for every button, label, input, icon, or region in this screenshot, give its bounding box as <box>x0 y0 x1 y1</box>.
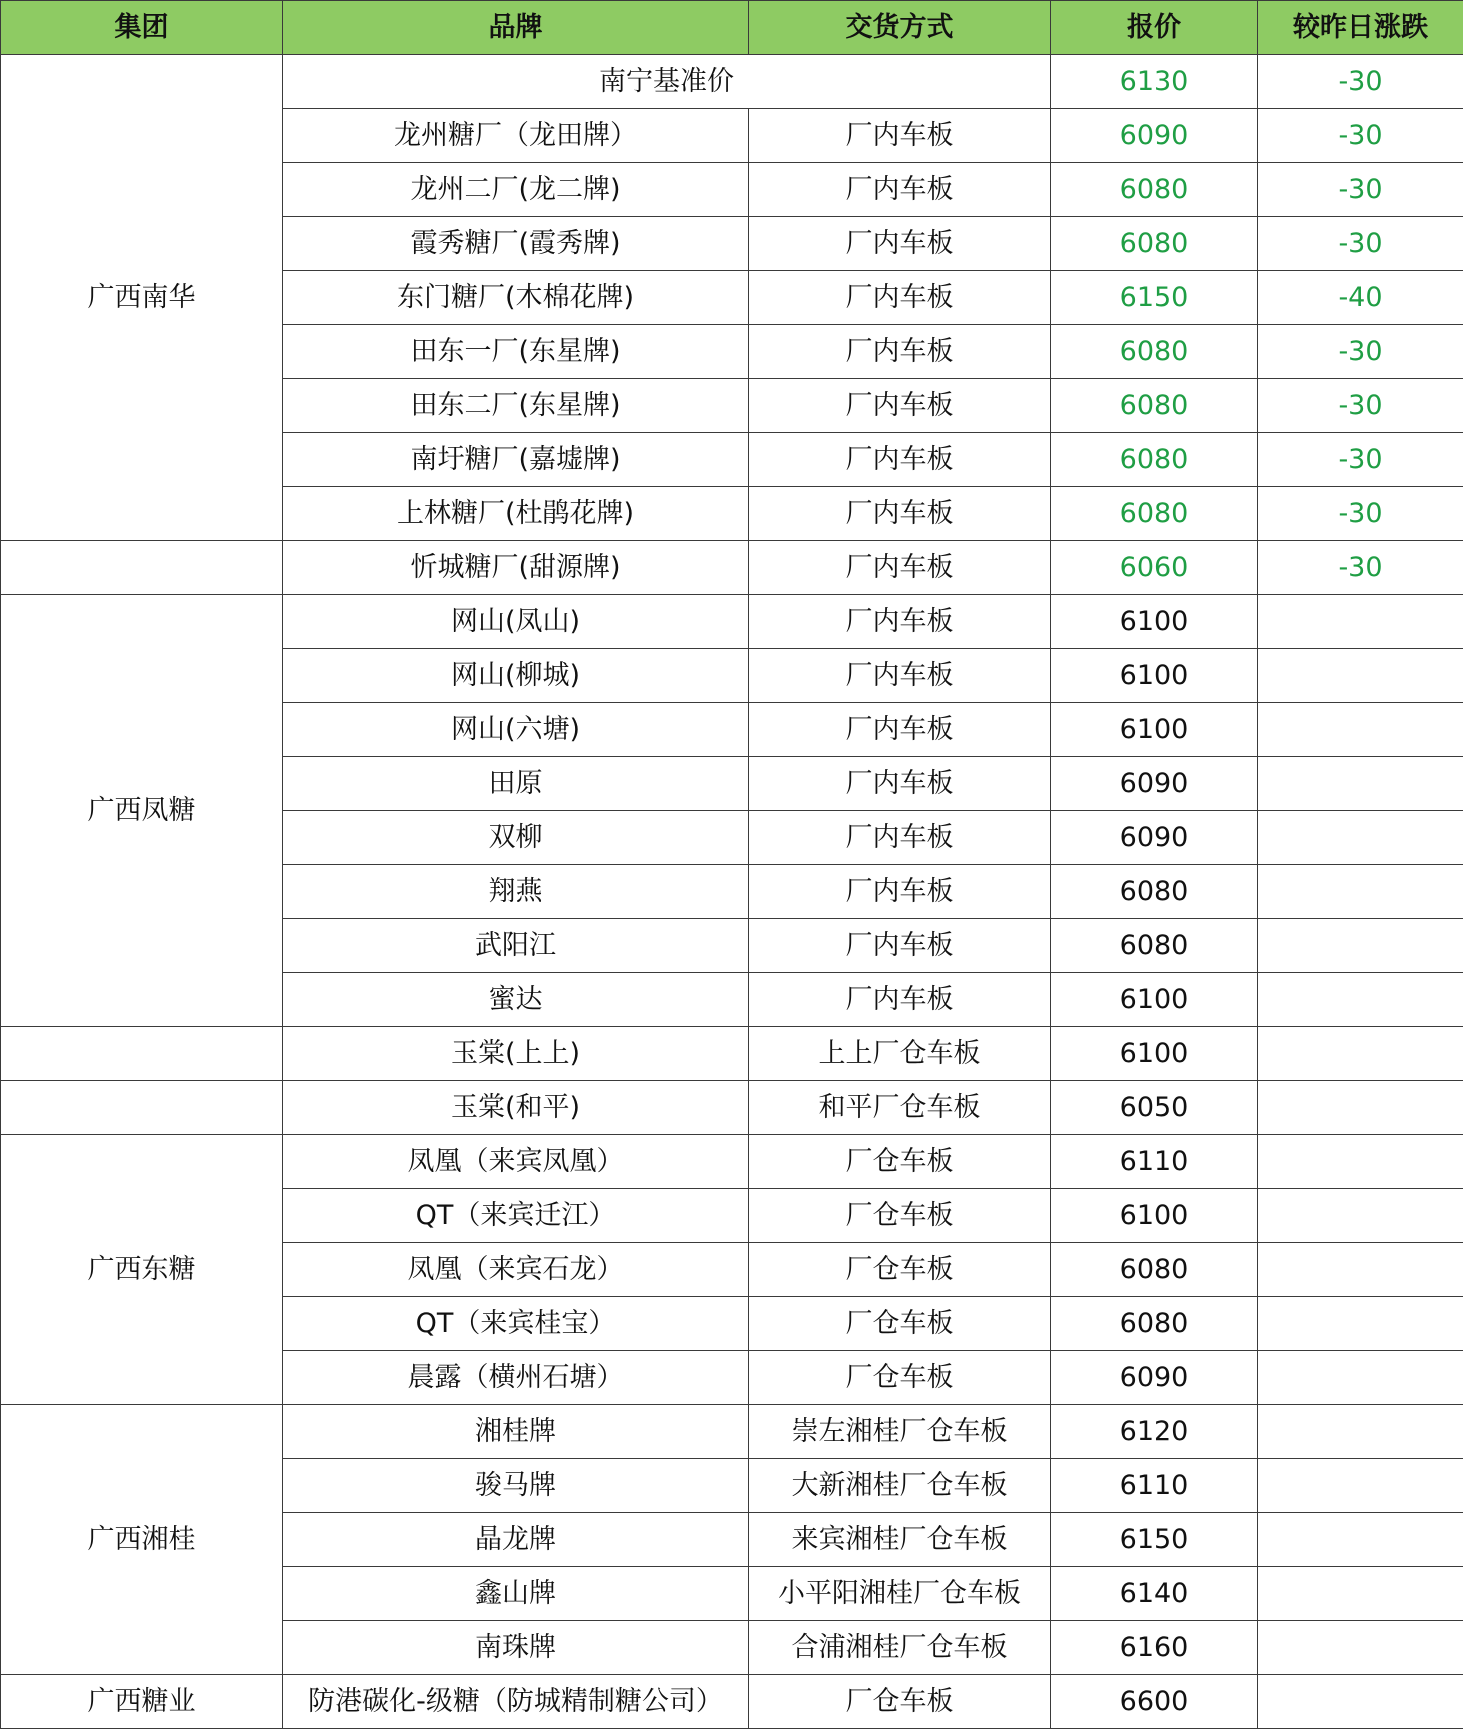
table-body <box>1 55 1463 1729</box>
brand-cell: 网山(凤山) <box>283 595 749 649</box>
group-cell <box>1 1081 283 1135</box>
delivery-cell: 厂内车板 <box>749 487 1051 541</box>
brand-cell: 湘桂牌 <box>283 1405 749 1459</box>
delivery-cell: 厂仓车板 <box>749 1243 1051 1297</box>
brand-cell: 南珠牌 <box>283 1621 749 1675</box>
brand-cell: 南圩糖厂(嘉墟牌) <box>283 433 749 487</box>
brand-cell: 网山(柳城) <box>283 649 749 703</box>
header-brand: 品牌 <box>283 1 749 55</box>
brand-cell: 网山(六塘) <box>283 703 749 757</box>
delivery-cell: 厂内车板 <box>749 379 1051 433</box>
brand-cell: 骏马牌 <box>283 1459 749 1513</box>
brand-cell: 翔燕 <box>283 865 749 919</box>
delivery-cell: 厂内车板 <box>749 919 1051 973</box>
change-cell: -40 <box>1258 271 1463 325</box>
change-cell: -30 <box>1258 325 1463 379</box>
change-cell <box>1258 757 1463 811</box>
brand-cell: QT（来宾迁江） <box>283 1189 749 1243</box>
change-cell <box>1258 1621 1463 1675</box>
group-cell <box>1 1027 283 1081</box>
price-cell: 6110 <box>1051 1135 1258 1189</box>
change-cell <box>1258 973 1463 1027</box>
change-cell <box>1258 1243 1463 1297</box>
delivery-cell: 厂内车板 <box>749 595 1051 649</box>
delivery-cell: 崇左湘桂厂仓车板 <box>749 1405 1051 1459</box>
delivery-cell: 厂内车板 <box>749 271 1051 325</box>
delivery-cell: 厂仓车板 <box>749 1351 1051 1405</box>
price-cell: 6050 <box>1051 1081 1258 1135</box>
brand-cell: 武阳江 <box>283 919 749 973</box>
delivery-cell: 和平厂仓车板 <box>749 1081 1051 1135</box>
change-cell <box>1258 1351 1463 1405</box>
delivery-cell: 厂内车板 <box>749 325 1051 379</box>
brand-cell: 南宁基准价 <box>283 55 1051 109</box>
price-cell: 6080 <box>1051 865 1258 919</box>
price-cell: 6060 <box>1051 541 1258 595</box>
brand-cell: 凤凰（来宾凤凰） <box>283 1135 749 1189</box>
table-row <box>1 1135 1463 1189</box>
change-cell: -30 <box>1258 55 1463 109</box>
price-cell: 6090 <box>1051 1351 1258 1405</box>
delivery-cell: 厂仓车板 <box>749 1675 1051 1729</box>
delivery-cell: 厂仓车板 <box>749 1135 1051 1189</box>
price-cell: 6150 <box>1051 1513 1258 1567</box>
price-cell: 6100 <box>1051 1189 1258 1243</box>
delivery-cell: 厂内车板 <box>749 865 1051 919</box>
change-cell <box>1258 811 1463 865</box>
price-cell: 6080 <box>1051 325 1258 379</box>
price-cell: 6100 <box>1051 649 1258 703</box>
brand-cell: 鑫山牌 <box>283 1567 749 1621</box>
brand-cell: 忻城糖厂(甜源牌) <box>283 541 749 595</box>
brand-cell: 防港碳化-级糖（防城精制糖公司） <box>283 1675 749 1729</box>
header-change: 较昨日涨跌 <box>1258 1 1463 55</box>
delivery-cell: 厂内车板 <box>749 433 1051 487</box>
price-cell: 6080 <box>1051 919 1258 973</box>
price-cell: 6130 <box>1051 55 1258 109</box>
change-cell: -30 <box>1258 379 1463 433</box>
change-cell <box>1258 1675 1463 1729</box>
brand-cell: 霞秀糖厂(霞秀牌) <box>283 217 749 271</box>
brand-cell: 上林糖厂(杜鹃花牌) <box>283 487 749 541</box>
brand-cell: 田东二厂(东星牌) <box>283 379 749 433</box>
header-row <box>1 1 1463 55</box>
change-cell <box>1258 1081 1463 1135</box>
change-cell <box>1258 1513 1463 1567</box>
change-cell <box>1258 1135 1463 1189</box>
table-row <box>1 55 1463 109</box>
price-cell: 6080 <box>1051 1297 1258 1351</box>
delivery-cell: 厂内车板 <box>749 757 1051 811</box>
change-cell: -30 <box>1258 487 1463 541</box>
price-cell: 6110 <box>1051 1459 1258 1513</box>
table-row <box>1 1405 1463 1459</box>
change-cell <box>1258 1297 1463 1351</box>
price-cell: 6090 <box>1051 109 1258 163</box>
price-cell: 6100 <box>1051 973 1258 1027</box>
delivery-cell: 上上厂仓车板 <box>749 1027 1051 1081</box>
delivery-cell: 厂内车板 <box>749 649 1051 703</box>
delivery-cell: 来宾湘桂厂仓车板 <box>749 1513 1051 1567</box>
change-cell: -30 <box>1258 217 1463 271</box>
change-cell <box>1258 1459 1463 1513</box>
change-cell <box>1258 1189 1463 1243</box>
brand-cell: 蜜达 <box>283 973 749 1027</box>
table-row <box>1 541 1463 595</box>
change-cell <box>1258 1567 1463 1621</box>
delivery-cell: 厂仓车板 <box>749 1297 1051 1351</box>
change-cell <box>1258 649 1463 703</box>
header-group: 集团 <box>1 1 283 55</box>
price-cell: 6080 <box>1051 379 1258 433</box>
delivery-cell: 厂内车板 <box>749 217 1051 271</box>
price-cell: 6100 <box>1051 595 1258 649</box>
change-cell <box>1258 703 1463 757</box>
delivery-cell: 厂内车板 <box>749 811 1051 865</box>
price-cell: 6080 <box>1051 487 1258 541</box>
table-row <box>1 1027 1463 1081</box>
change-cell: -30 <box>1258 109 1463 163</box>
price-cell: 6100 <box>1051 1027 1258 1081</box>
brand-cell: 玉棠(上上) <box>283 1027 749 1081</box>
price-cell: 6090 <box>1051 811 1258 865</box>
price-cell: 6080 <box>1051 217 1258 271</box>
table-row <box>1 1675 1463 1729</box>
price-cell: 6120 <box>1051 1405 1258 1459</box>
price-cell: 6140 <box>1051 1567 1258 1621</box>
group-cell: 广西凤糖 <box>1 595 283 1027</box>
brand-cell: 玉棠(和平) <box>283 1081 749 1135</box>
delivery-cell: 大新湘桂厂仓车板 <box>749 1459 1051 1513</box>
brand-cell: 龙州糖厂（龙田牌） <box>283 109 749 163</box>
brand-cell: 凤凰（来宾石龙） <box>283 1243 749 1297</box>
change-cell: -30 <box>1258 541 1463 595</box>
change-cell <box>1258 1405 1463 1459</box>
brand-cell: 晨露（横州石塘） <box>283 1351 749 1405</box>
group-cell: 广西糖业 <box>1 1675 283 1729</box>
delivery-cell: 厂内车板 <box>749 703 1051 757</box>
price-cell: 6160 <box>1051 1621 1258 1675</box>
delivery-cell: 厂内车板 <box>749 163 1051 217</box>
delivery-cell: 厂内车板 <box>749 541 1051 595</box>
header-delivery: 交货方式 <box>749 1 1051 55</box>
price-cell: 6090 <box>1051 757 1258 811</box>
brand-cell: 晶龙牌 <box>283 1513 749 1567</box>
delivery-cell: 小平阳湘桂厂仓车板 <box>749 1567 1051 1621</box>
brand-cell: 东门糖厂(木棉花牌) <box>283 271 749 325</box>
delivery-cell: 厂内车板 <box>749 109 1051 163</box>
change-cell: -30 <box>1258 433 1463 487</box>
group-cell <box>1 541 283 595</box>
table-row <box>1 595 1463 649</box>
delivery-cell: 厂内车板 <box>749 973 1051 1027</box>
change-cell: -30 <box>1258 163 1463 217</box>
change-cell <box>1258 865 1463 919</box>
group-cell: 广西南华 <box>1 55 283 541</box>
brand-cell: 龙州二厂(龙二牌) <box>283 163 749 217</box>
change-cell <box>1258 1027 1463 1081</box>
price-cell: 6150 <box>1051 271 1258 325</box>
price-cell: 6080 <box>1051 1243 1258 1297</box>
change-cell <box>1258 595 1463 649</box>
group-cell: 广西东糖 <box>1 1135 283 1405</box>
price-cell: 6100 <box>1051 703 1258 757</box>
delivery-cell: 合浦湘桂厂仓车板 <box>749 1621 1051 1675</box>
delivery-cell: 厂仓车板 <box>749 1189 1051 1243</box>
price-cell: 6080 <box>1051 433 1258 487</box>
brand-cell: 田原 <box>283 757 749 811</box>
brand-cell: 田东一厂(东星牌) <box>283 325 749 379</box>
brand-cell: 双柳 <box>283 811 749 865</box>
table-row <box>1 1081 1463 1135</box>
price-cell: 6600 <box>1051 1675 1258 1729</box>
change-cell <box>1258 919 1463 973</box>
header-price: 报价 <box>1051 1 1258 55</box>
price-cell: 6080 <box>1051 163 1258 217</box>
brand-cell: QT（来宾桂宝） <box>283 1297 749 1351</box>
group-cell: 广西湘桂 <box>1 1405 283 1675</box>
